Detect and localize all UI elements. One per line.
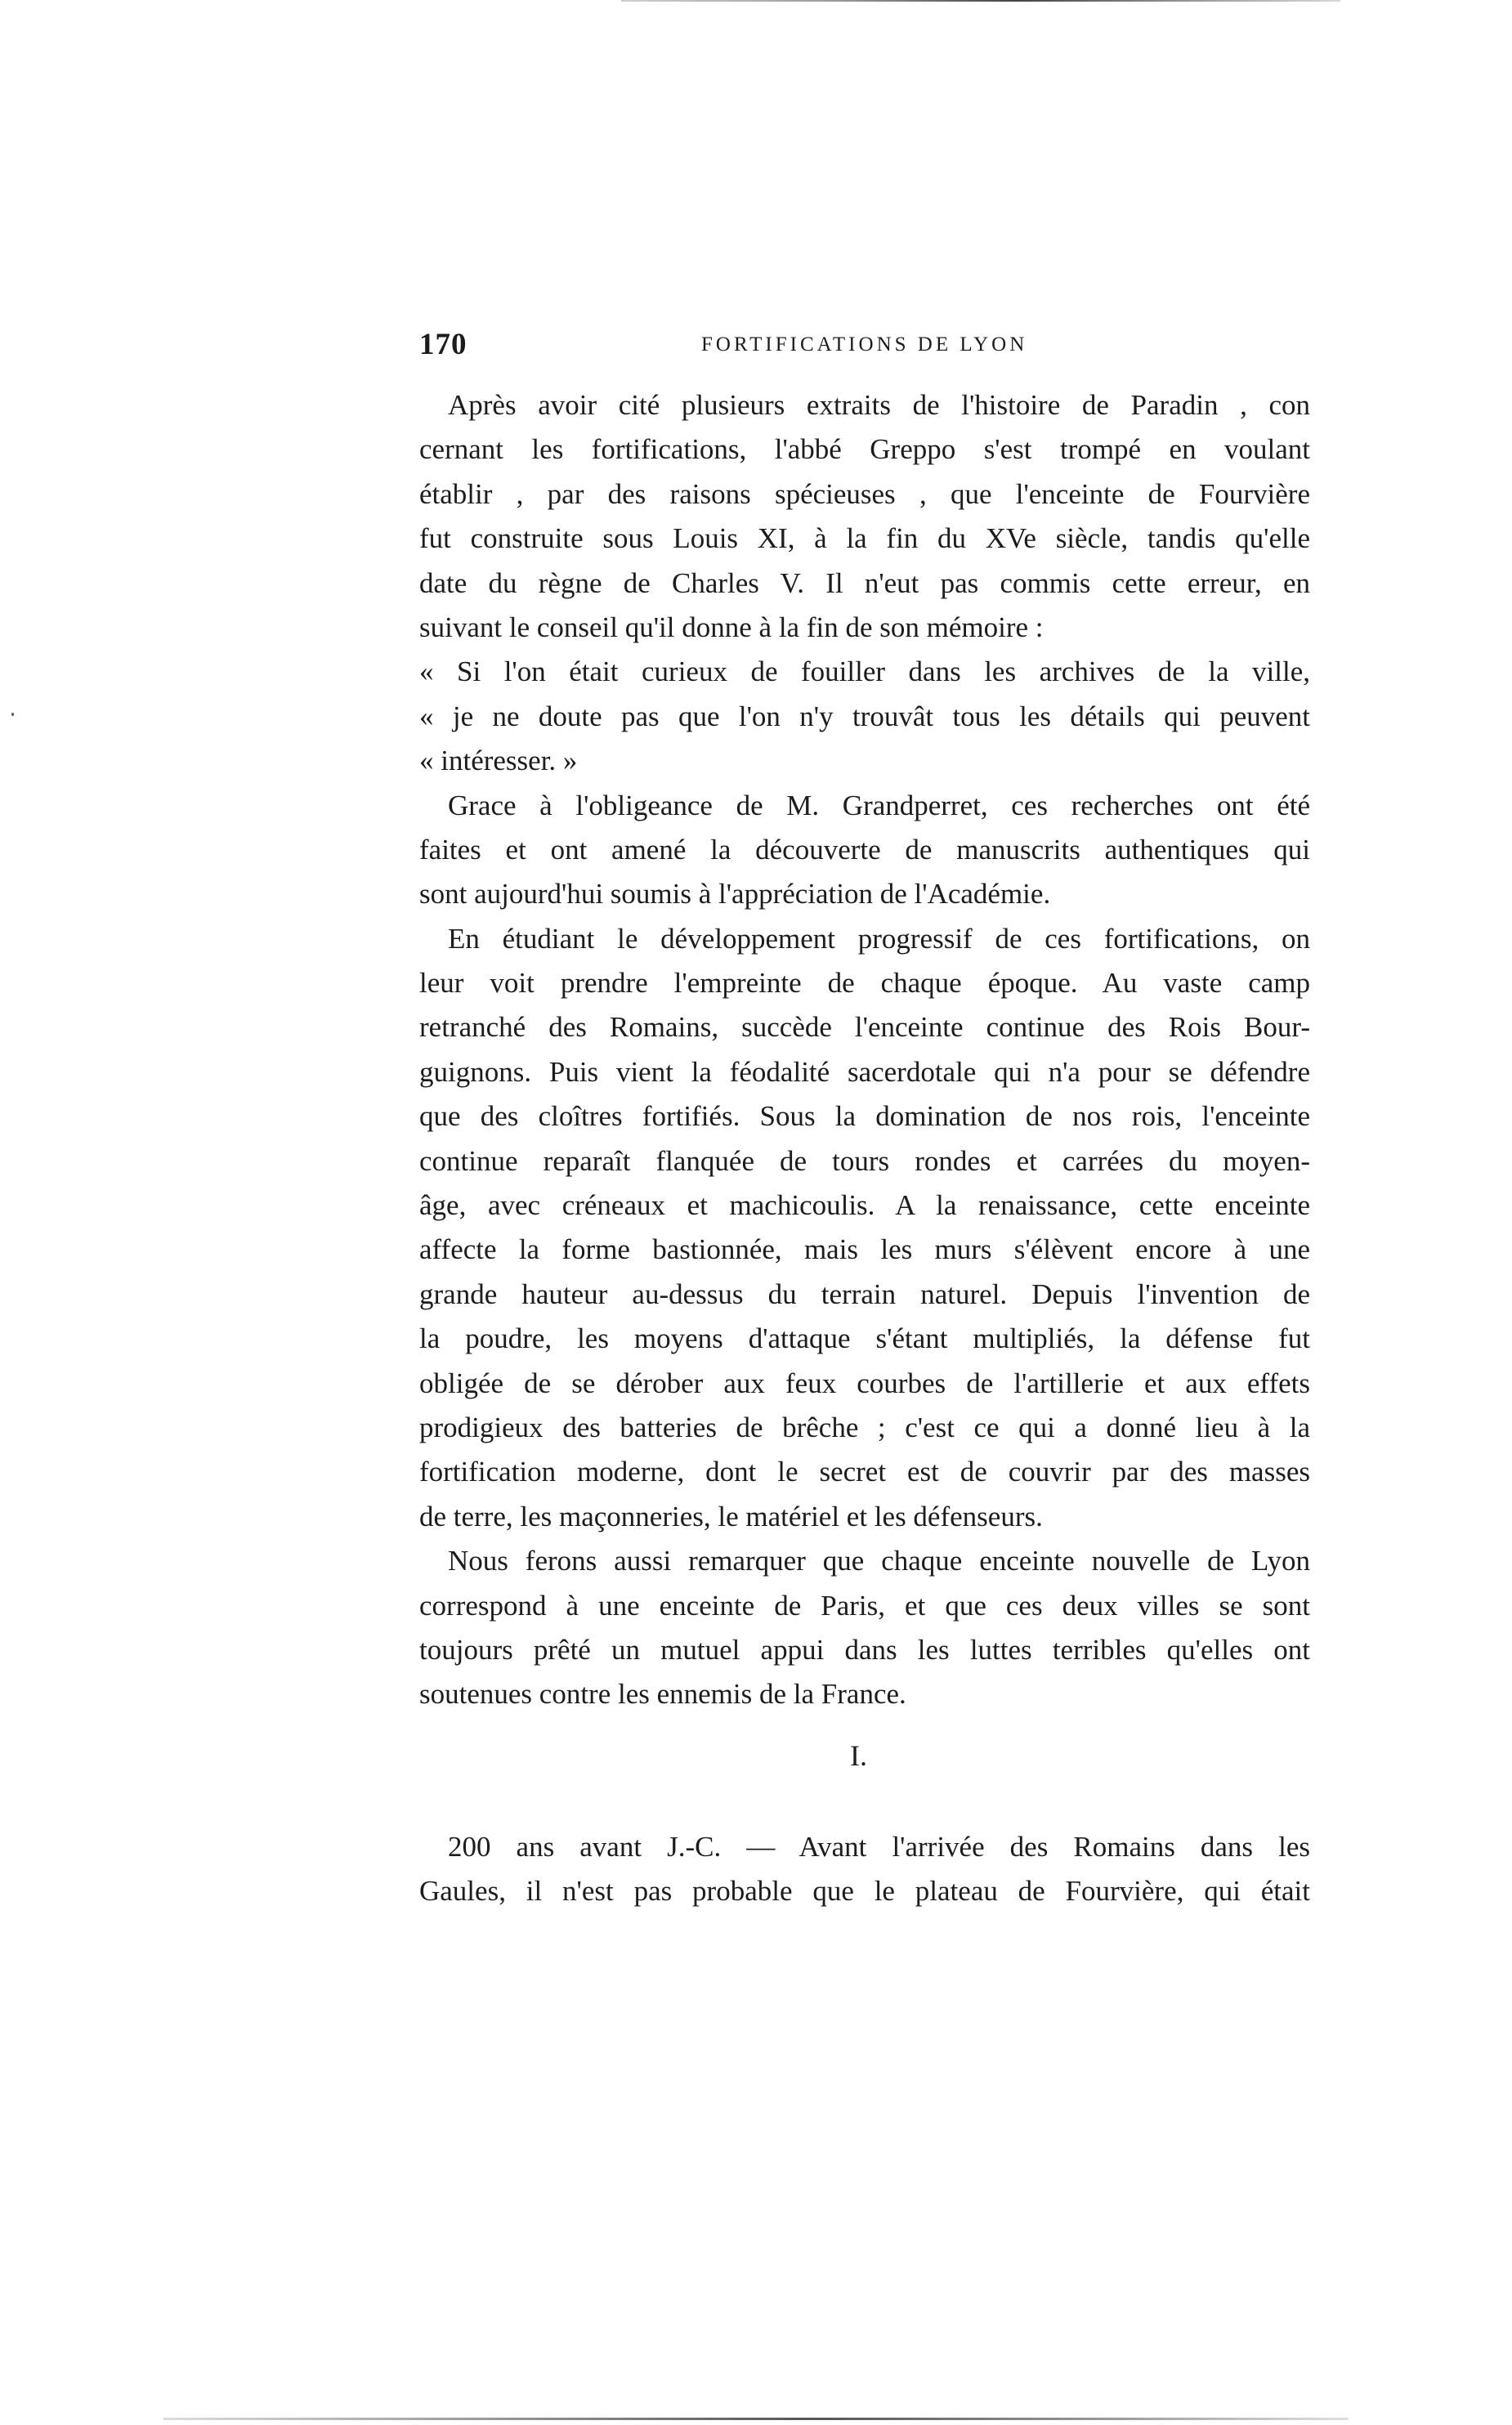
text-line: fut construite sous Louis XI, à la fin du XVe siècle, tandis qu'elle	[419, 522, 1310, 555]
text-line: que des cloîtres fortifiés. Sous la domination de nos rois, l'enceinte	[419, 1100, 1310, 1133]
text-line: correspond à une enceinte de Paris, et que ces deux villes se sont	[419, 1589, 1310, 1622]
text-line: retranché des Romains, succède l'enceinte continue des Rois Bour-	[419, 1011, 1310, 1044]
text-line: obligée de se dérober aux feux courbes de l'artillerie et aux effets	[419, 1367, 1310, 1399]
text-line: fortification moderne, dont le secret est de couvrir par des masses	[419, 1456, 1310, 1488]
text-line: Gaules, il n'est pas probable que le plateau de Fourvière, qui était	[419, 1875, 1310, 1908]
text-line: « Si l'on était curieux de fouiller dans les archives de la ville,	[419, 655, 1310, 688]
text-line: date du règne de Charles V. Il n'eut pas commis cette erreur, en	[419, 566, 1310, 599]
text-line: Grace à l'obligeance de M. Grandperret, ces recherches ont été	[448, 789, 1310, 821]
text-line: âge, avec créneaux et machicoulis. A la renaissance, cette enceinte	[419, 1189, 1310, 1222]
text-line: leur voit prendre l'empreinte de chaque époque. Au vaste camp	[419, 967, 1310, 1000]
text-line: faites et ont amené la découverte de manuscrits authentiques qui	[419, 833, 1310, 866]
text-line: En étudiant le développement progressif de ces fortifications, on	[448, 922, 1310, 955]
body-text	[419, 383, 1310, 1717]
text-line: sont aujourd'hui soumis à l'appréciation de l'Académie.	[419, 878, 1051, 910]
text-line: suivant le conseil qu'il donne à la fin de son mémoire :	[419, 611, 1044, 643]
text-line: Nous ferons aussi remarquer que chaque enceinte nouvelle de Lyon	[448, 1545, 1310, 1577]
text-line: toujours prêté un mutuel appui dans les luttes terribles qu'elles ont	[419, 1633, 1310, 1666]
text-line: continue reparaît flanquée de tours rondes et carrées du moyen-	[419, 1144, 1310, 1177]
running-title: FORTIFICATIONS DE LYON	[701, 333, 1028, 356]
page-number: 170	[419, 328, 467, 361]
text-line: soutenues contre les ennemis de la France.	[419, 1678, 906, 1711]
text-line: la poudre, les moyens d'attaque s'étant multipliés, la défense fut	[419, 1322, 1310, 1355]
text-line: « je ne doute pas que l'on n'y trouvât tous les détails qui peuvent	[419, 700, 1310, 732]
text-line: prodigieux des batteries de brêche ; c'est ce qui a donné lieu à la	[419, 1411, 1310, 1443]
text-line: établir , par des raisons spécieuses , que l'enceinte de Fourvière	[419, 477, 1310, 510]
text-line: de terre, les maçonneries, le matériel et les défenseurs.	[419, 1500, 1043, 1532]
text-line: grande hauteur au-dessus du terrain naturel. Depuis l'invention de	[419, 1277, 1310, 1310]
section-numeral: I.	[850, 1739, 867, 1772]
page-header	[419, 327, 1310, 368]
text-line: « intéresser. »	[419, 745, 578, 777]
scan-edge-bottom	[163, 2418, 1349, 2420]
scan-speck	[11, 713, 14, 716]
text-line: 200 ans avant J.-C. — Avant l'arrivée des Romains dans les	[448, 1831, 1310, 1863]
scan-edge-top	[621, 0, 1340, 2]
text-line: cernant les fortifications, l'abbé Greppo s'est trompé en voulant	[419, 433, 1310, 466]
text-line: Après avoir cité plusieurs extraits de l'histoire de Paradin , con	[448, 389, 1310, 421]
text-line: guignons. Puis vient la féodalité sacerdotale qui n'a pour se défendre	[419, 1055, 1310, 1088]
section-text	[419, 1825, 1310, 1914]
text-line: affecte la forme bastionnée, mais les murs s'élèvent encore à une	[419, 1233, 1310, 1266]
